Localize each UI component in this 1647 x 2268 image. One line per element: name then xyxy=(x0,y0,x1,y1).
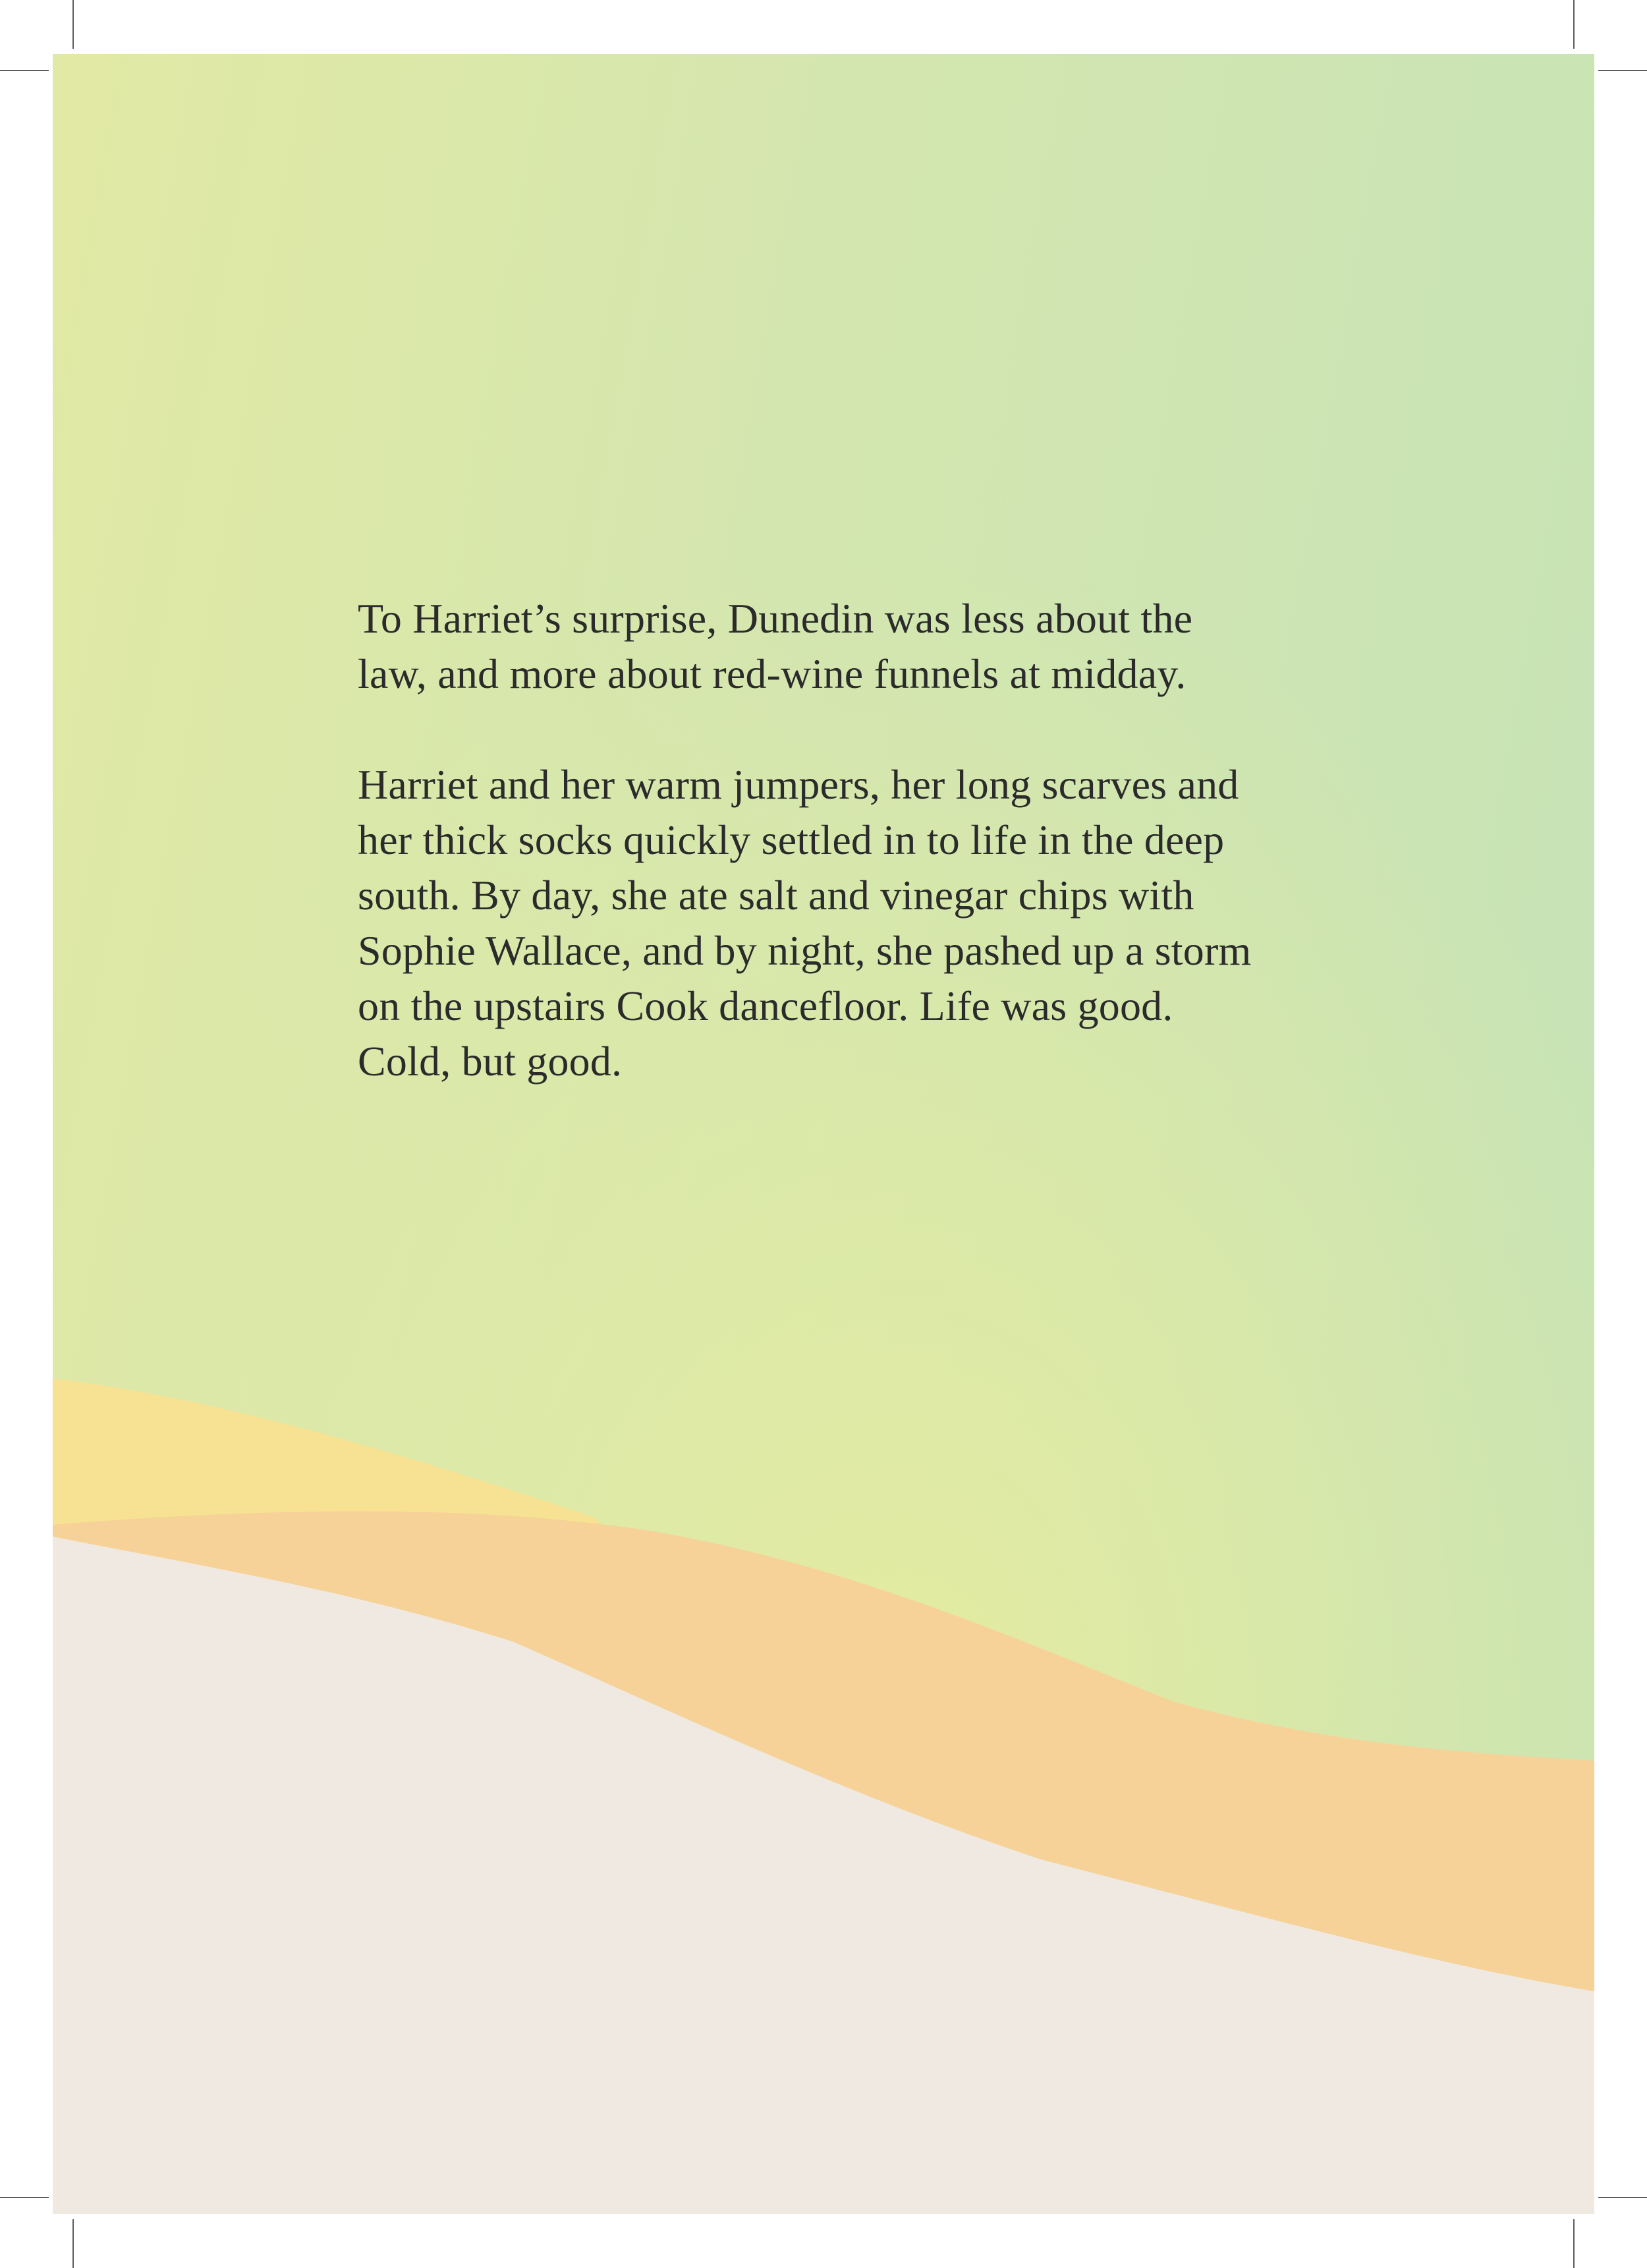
landscape-illustration xyxy=(53,54,1594,2214)
crop-mark-bottom-left-vertical xyxy=(72,2219,74,2268)
paragraph-1-line-2: law, and more about red-wine funnels at midday. xyxy=(358,650,1186,697)
crop-mark-top-left-horizontal xyxy=(0,70,49,71)
crop-mark-bottom-right-vertical xyxy=(1573,2219,1575,2268)
paragraph-2-line-1: Harriet and her warm jumpers, her long scarves and xyxy=(358,761,1239,808)
story-text xyxy=(358,591,1412,1089)
crop-mark-top-left-vertical xyxy=(72,0,74,49)
crop-mark-bottom-left-horizontal xyxy=(0,2197,49,2198)
paragraph-2-line-5: on the upstairs Cook dancefloor. Life was good. xyxy=(358,982,1173,1029)
crop-mark-top-right-vertical xyxy=(1573,0,1575,49)
paragraph-2-line-6: Cold, but good. xyxy=(358,1038,623,1085)
paragraph-2-line-3: south. By day, she ate salt and vinegar chips with xyxy=(358,872,1194,919)
paragraph-2 xyxy=(358,757,1412,1089)
book-page xyxy=(53,54,1594,2214)
crop-mark-top-right-horizontal xyxy=(1598,70,1647,71)
paragraph-1-line-1: To Harriet’s surprise, Dunedin was less about the xyxy=(358,595,1193,642)
crop-mark-bottom-right-horizontal xyxy=(1598,2197,1647,2198)
paragraph-2-line-2: her thick socks quickly settled in to life in the deep xyxy=(358,816,1225,863)
paragraph-1 xyxy=(358,591,1412,702)
paragraph-2-line-4: Sophie Wallace, and by night, she pashed up a storm xyxy=(358,927,1252,974)
